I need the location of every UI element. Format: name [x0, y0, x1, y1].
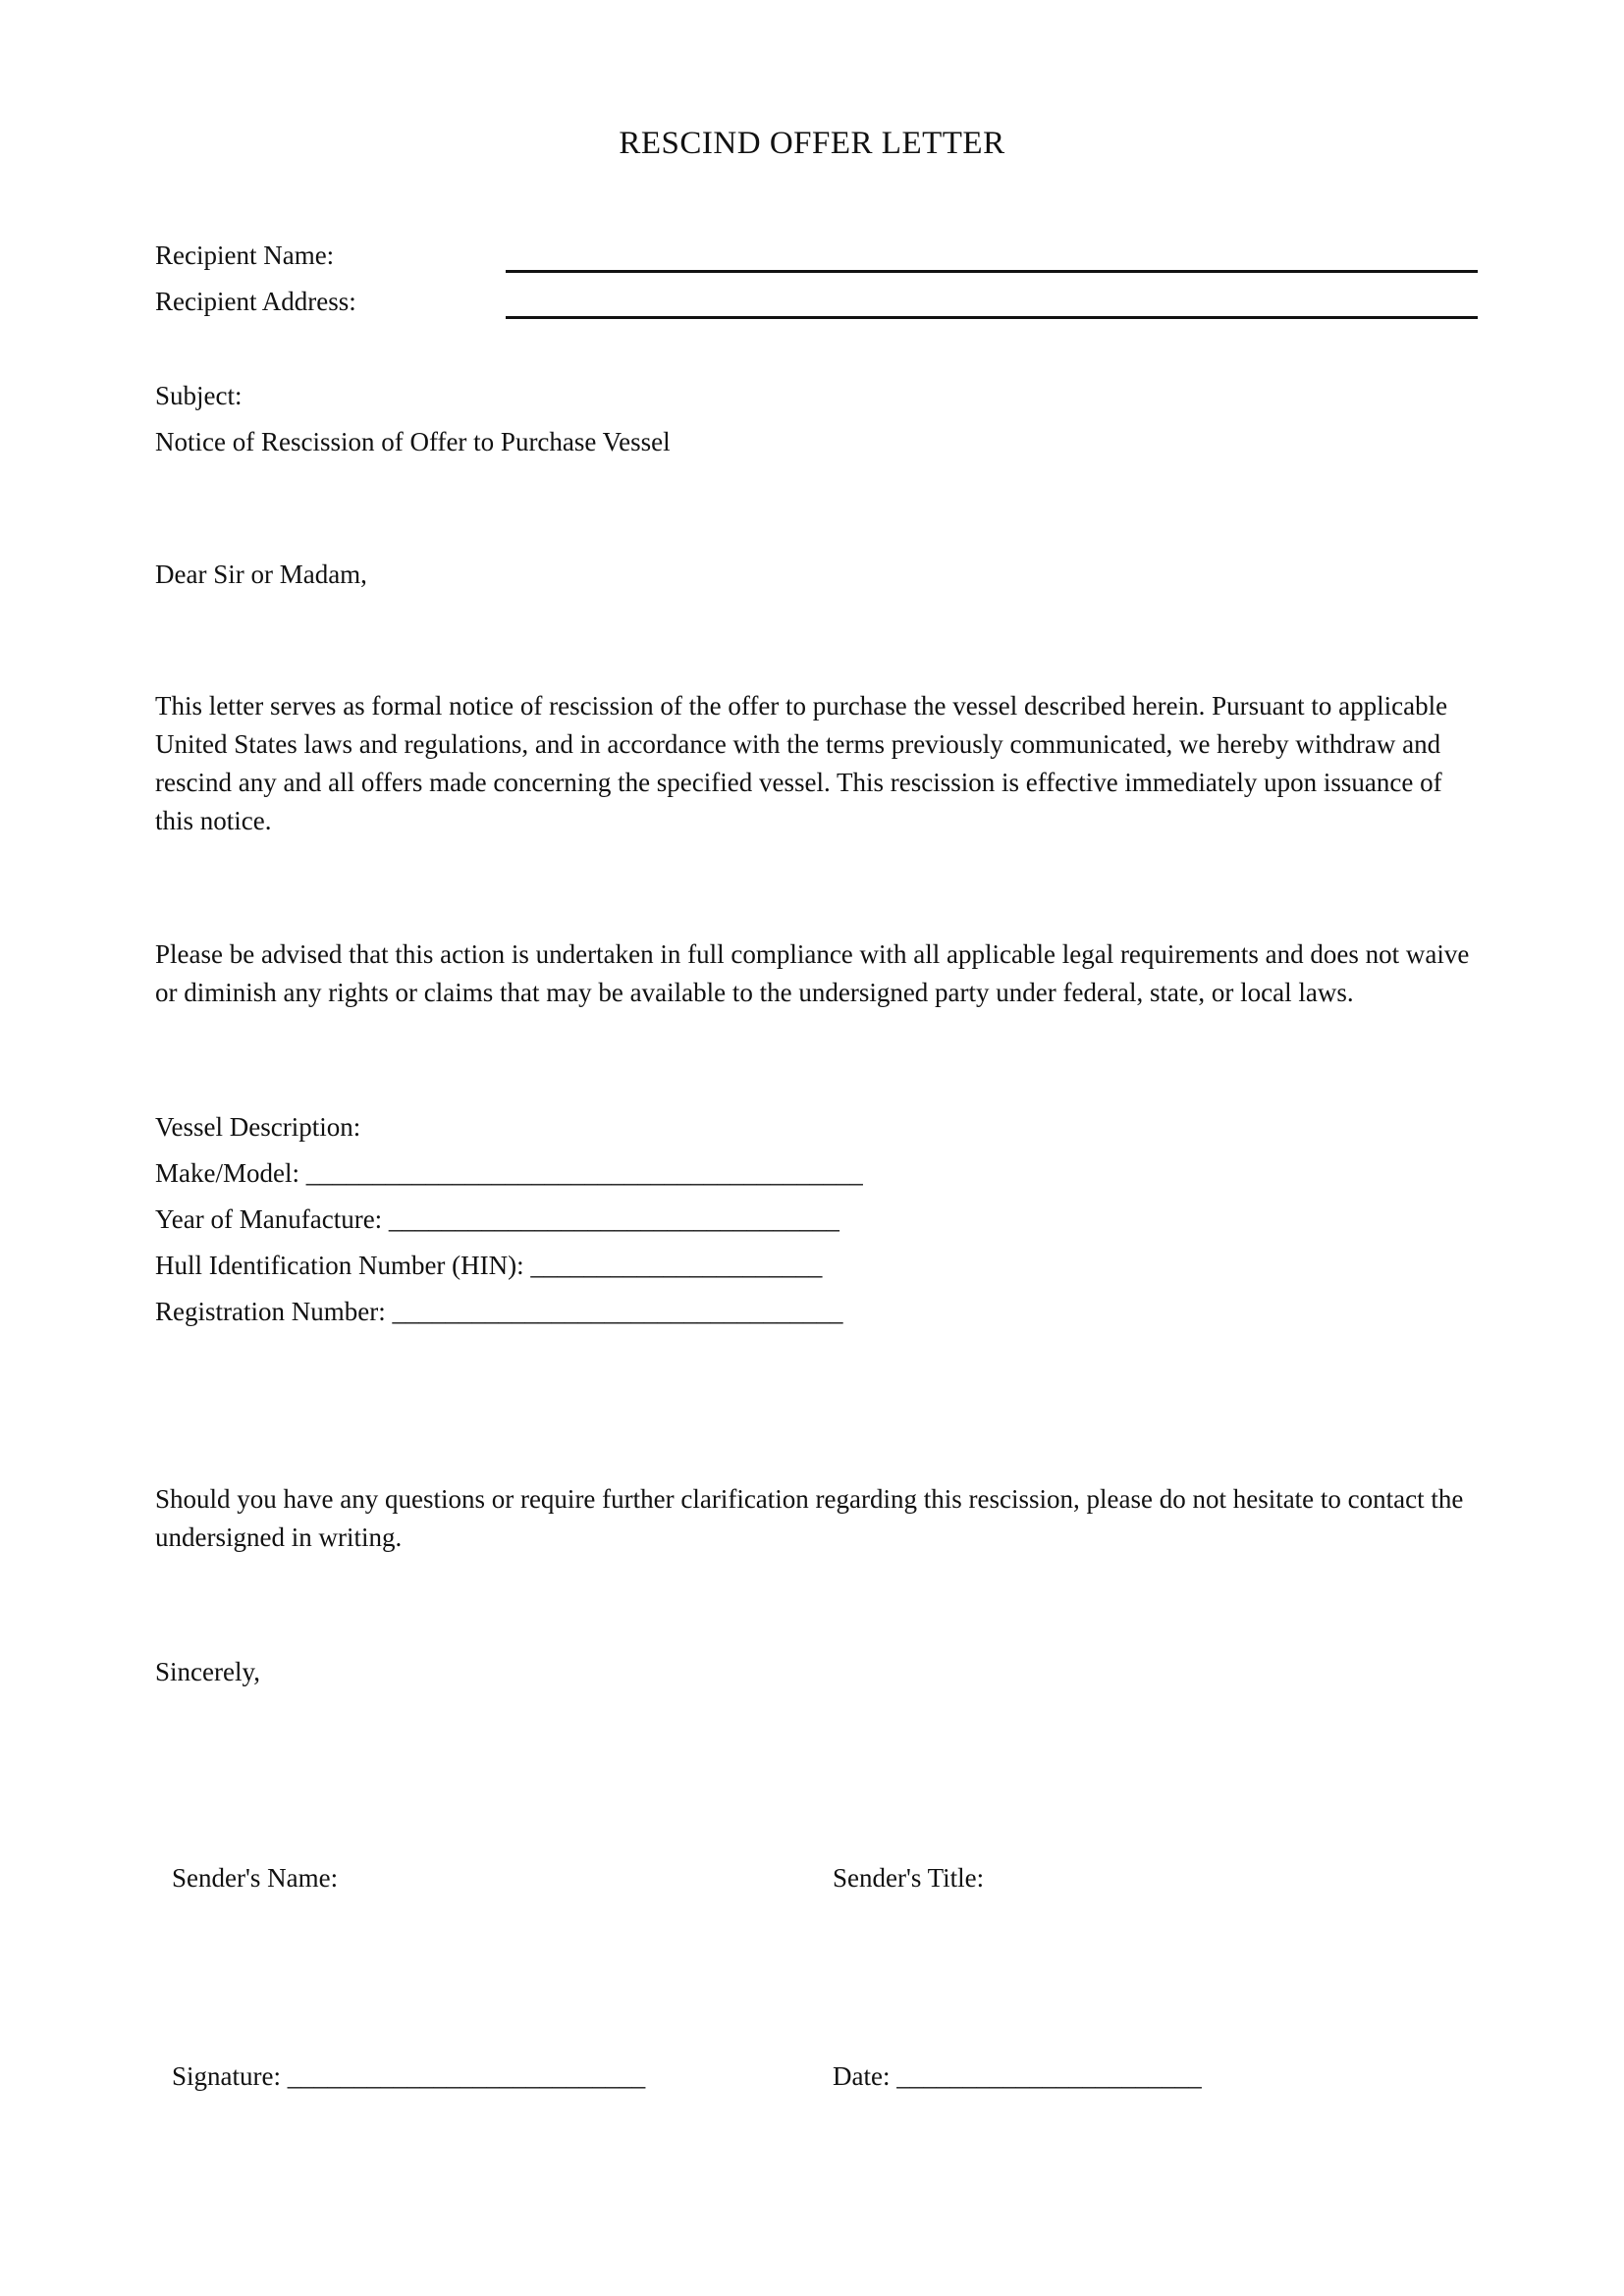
recipient-address-line[interactable]	[506, 316, 1478, 319]
subject-label: Subject:	[155, 381, 243, 410]
vessel-make-model-field[interactable]: Make/Model: __________________________________________	[155, 1158, 863, 1188]
subject-text: Notice of Rescission of Offer to Purchase Vessel	[155, 427, 671, 456]
salutation: Dear Sir or Madam,	[155, 560, 367, 589]
document-title: RESCIND OFFER LETTER	[619, 126, 1005, 161]
closing-sincerely: Sincerely,	[155, 1657, 260, 1686]
vessel-registration-field[interactable]: Registration Number: __________________________________	[155, 1297, 843, 1326]
sender-name-label: Sender's Name:	[172, 1863, 339, 1893]
sender-title-label: Sender's Title:	[833, 1863, 985, 1893]
closing-paragraph: Should you have any questions or require further clarification regarding this rescission, please do not hesitate to contact the undersigned in writing.	[155, 1484, 1464, 1552]
recipient-name-line[interactable]	[506, 270, 1478, 273]
body-paragraph-2: Please be advised that this action is undertaken in full compliance with all applicable legal requirements and does not waive or diminish any rights or claims that may be available to the undersigned party under federal, state, or local laws.	[155, 939, 1470, 1007]
vessel-heading: Vessel Description:	[155, 1112, 361, 1142]
recipient-address-label: Recipient Address:	[155, 287, 356, 316]
vessel-year-field[interactable]: Year of Manufacture: __________________________________	[155, 1204, 839, 1234]
date-field[interactable]: Date: _______________________	[833, 2061, 1202, 2091]
vessel-hin-field[interactable]: Hull Identification Number (HIN): ______________________	[155, 1251, 823, 1280]
recipient-name-label: Recipient Name:	[155, 240, 335, 270]
body-paragraph-1: This letter serves as formal notice of rescission of the offer to purchase the vessel described herein. Pursuant to applicable United States laws and regulations, and in accordance with the terms previously communicated, we hereby withdraw and rescind any and all offers made concerning the specified vessel. This rescission is effective immediately upon issuance of this notice.	[155, 691, 1448, 835]
signature-field[interactable]: Signature: ___________________________	[172, 2061, 646, 2091]
